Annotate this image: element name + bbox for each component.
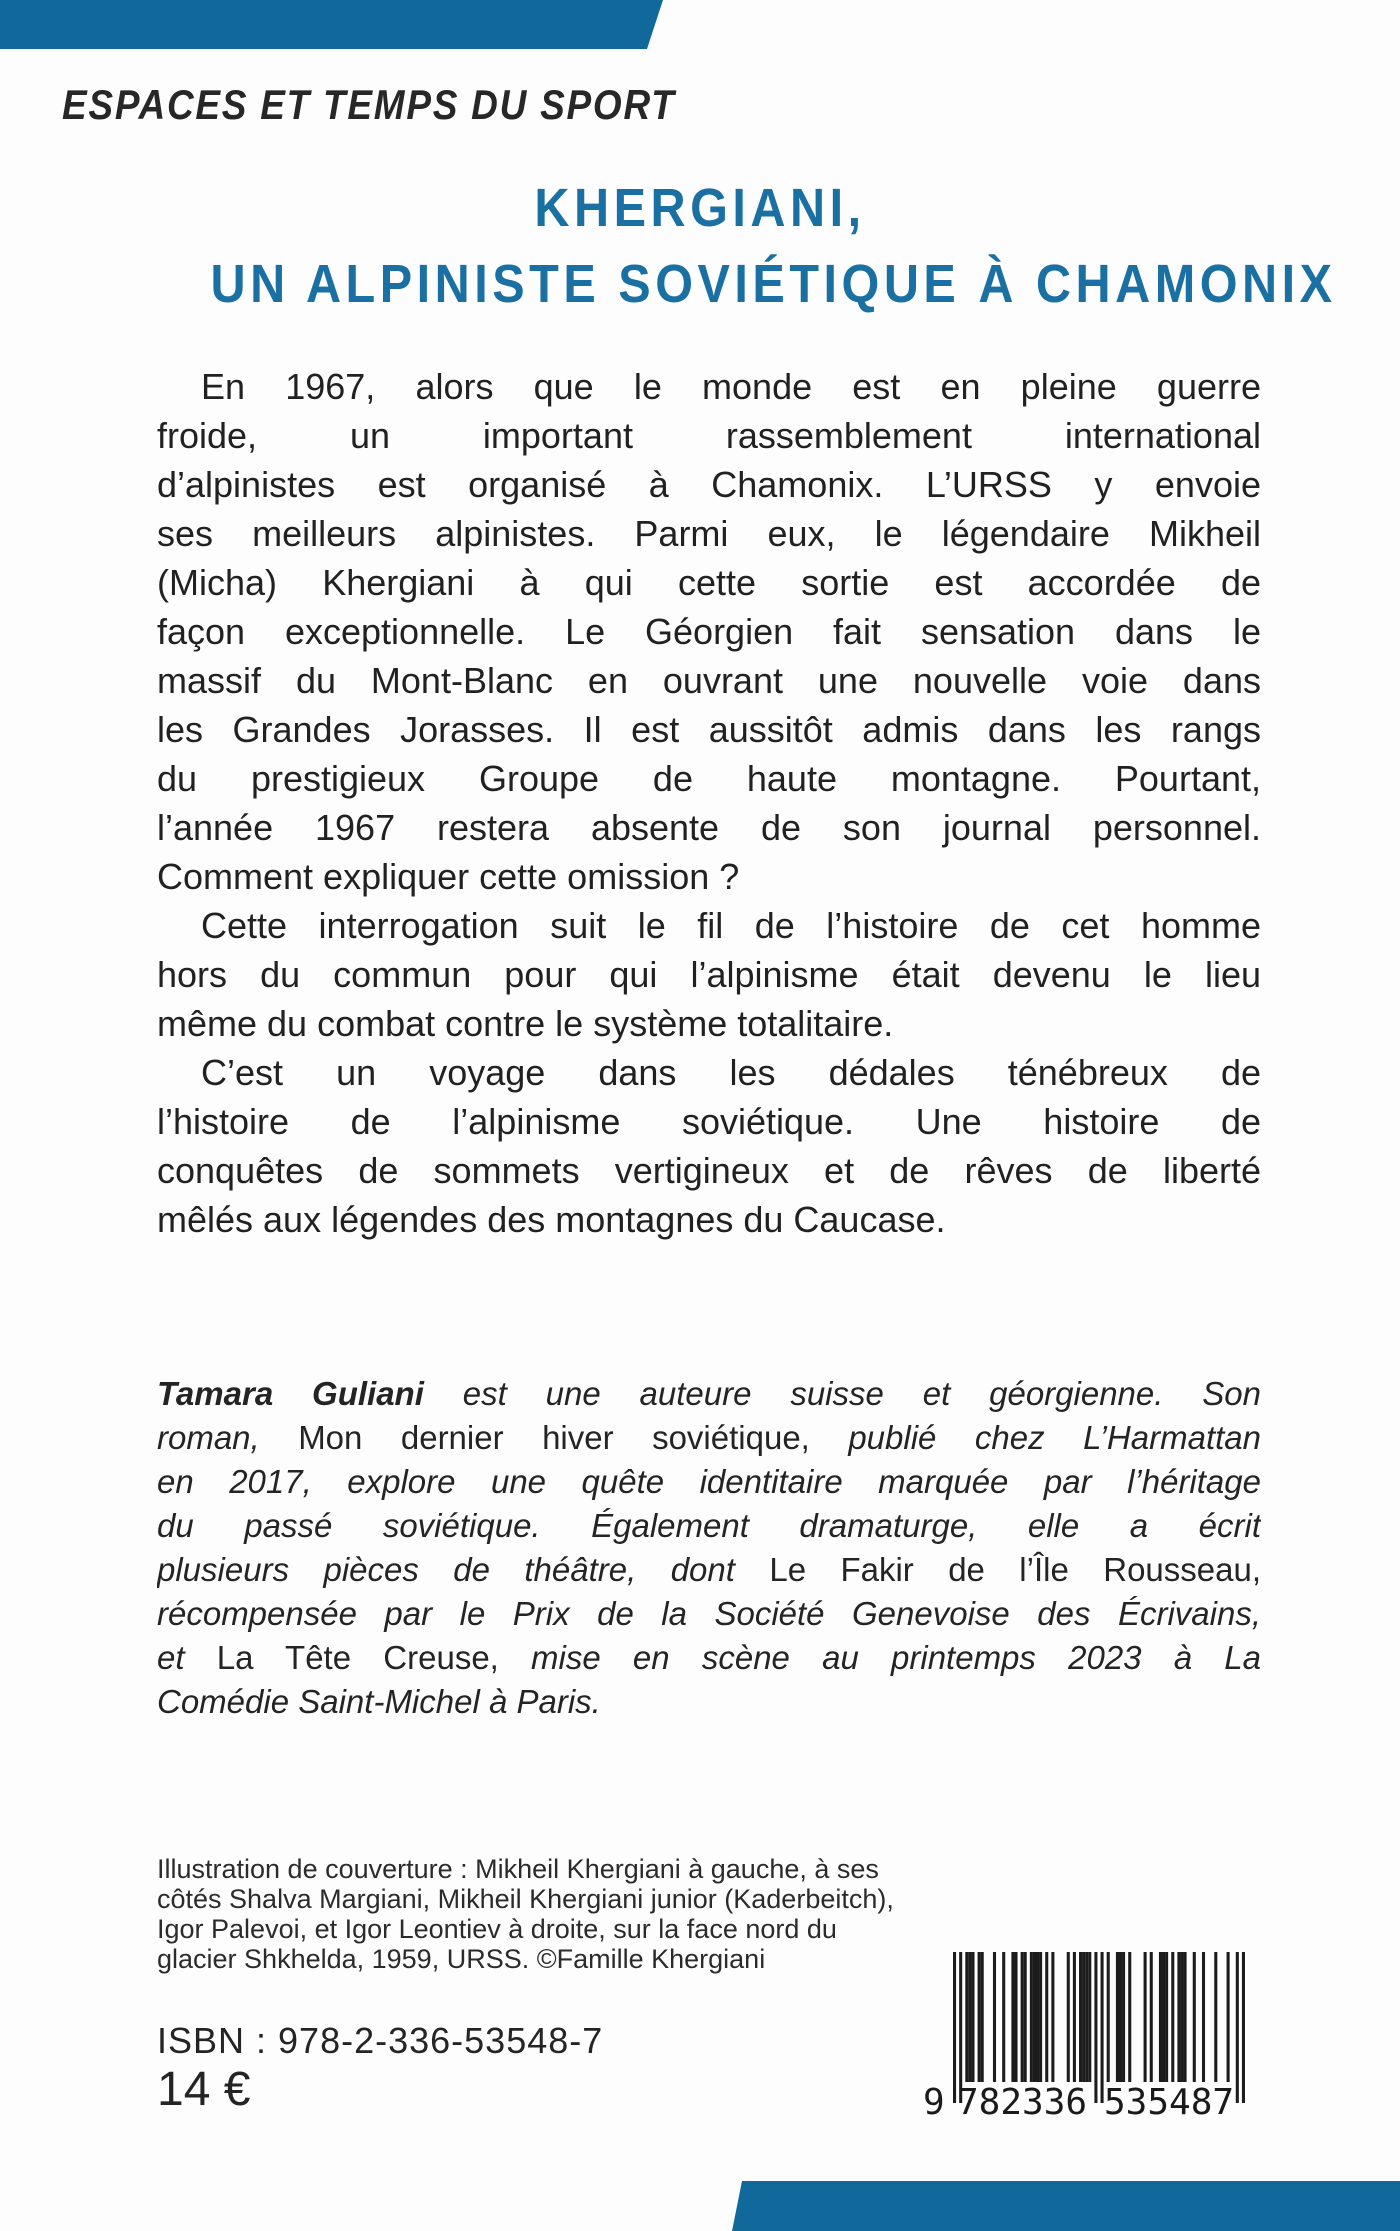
description-paragraph-1 (157, 362, 1261, 901)
description-paragraph-2 (157, 901, 1261, 1048)
barcode-digit-first: 9 (923, 2082, 945, 2123)
text-line: même du combat contre le système totalitaire. (157, 1003, 894, 1044)
text-line (157, 1460, 1261, 1504)
text-line: Comment expliquer cette omission ? (157, 856, 740, 897)
text-line: mêlés aux légendes des montagnes du Caucase. (157, 1199, 946, 1240)
text-line: massif du Mont-Blanc en ouvrant une nouvelle voie dans (157, 660, 1261, 701)
text-line: glacier Shkhelda, 1959, URSS. ©Famille Khergiani (157, 1944, 766, 1974)
text-segment: récompensée par le Prix de la Société Genevoise des Écrivains, (157, 1595, 1261, 1632)
text-segment: et (157, 1639, 217, 1676)
text-line: l’année 1967 restera absente de son journal personnel. (157, 807, 1261, 848)
collection-title: ESPACES ET TEMPS DU SPORT (62, 81, 676, 128)
text-line (157, 1548, 1261, 1592)
text-segment: mise en scène au printemps 2023 à La (498, 1639, 1261, 1676)
text-line (157, 1416, 1261, 1460)
text-line: l’histoire de l’alpinisme soviétique. Une histoire de (157, 1101, 1261, 1142)
text-line: froide, un important rassemblement international (157, 415, 1261, 456)
isbn-text: ISBN : 978-2-336-53548-7 (157, 2020, 604, 2061)
text-line (157, 1680, 1261, 1724)
text-line: les Grandes Jorasses. Il est aussitôt admis dans les rangs (157, 709, 1261, 750)
bottom-blue-band (732, 2181, 1400, 2231)
text-line: façon exceptionnelle. Le Géorgien fait sensation dans le (157, 611, 1261, 652)
text-line: Igor Palevoi, et Igor Leontiev à droite, sur la face nord du (157, 1914, 837, 1944)
text-line: ses meilleurs alpinistes. Parmi eux, le légendaire Mikheil (157, 513, 1261, 554)
text-line: d’alpinistes est organisé à Chamonix. L’URSS y envoie (157, 464, 1261, 505)
text-segment: Le Fakir de l’Île Rousseau, (769, 1551, 1261, 1588)
text-line (157, 1504, 1261, 1548)
text-segment: Comédie Saint-Michel à Paris. (157, 1683, 601, 1720)
description-paragraph-3 (157, 1048, 1261, 1244)
text-line (157, 1592, 1261, 1636)
text-segment: du passé soviétique. Également dramaturge, elle a écrit (157, 1507, 1261, 1544)
price-text: 14 € (157, 2063, 251, 2116)
book-title-line1: KHERGIANI, (534, 178, 866, 238)
text-line: côtés Shalva Margiani, Mikheil Khergiani junior (Kaderbeitch), (157, 1884, 894, 1914)
text-segment: en 2017, explore une quête identitaire marquée par l’héritage (157, 1463, 1261, 1500)
text-line: En 1967, alors que le monde est en pleine guerre (201, 366, 1261, 407)
text-segment: roman, (157, 1419, 299, 1456)
author-bio (157, 1372, 1261, 1724)
text-line: du prestigieux Groupe de haute montagne. Pourtant, (157, 758, 1261, 799)
barcode-digits-right: 535487 (1104, 2082, 1235, 2123)
cover-illustration-credit (157, 1854, 1037, 1974)
book-title (148, 170, 1337, 322)
text-segment: plusieurs pièces de théâtre, dont (157, 1551, 770, 1588)
text-line: (Micha) Khergiani à qui cette sortie est accordée de (157, 562, 1261, 603)
text-segment: publié chez L’Harmattan (809, 1419, 1261, 1456)
text-segment: La Tête Creuse, (216, 1639, 499, 1676)
text-line: hors du commun pour qui l’alpinisme était devenu le lieu (157, 954, 1261, 995)
text-line (157, 1372, 1261, 1416)
text-line: conquêtes de sommets vertigineux et de rêves de liberté (157, 1150, 1261, 1191)
text-line: C’est un voyage dans les dédales ténébreux de (201, 1052, 1261, 1093)
top-blue-band (0, 0, 663, 49)
text-line: Illustration de couverture : Mikheil Khergiani à gauche, à ses (157, 1854, 879, 1884)
text-segment: Mon dernier hiver soviétique, (298, 1419, 810, 1456)
text-segment: Tamara Guliani (157, 1375, 424, 1412)
text-segment: est une auteure suisse et géorgienne. Son (423, 1375, 1261, 1412)
text-line: Cette interrogation suit le fil de l’histoire de cet homme (201, 905, 1261, 946)
barcode-digits-left: 782336 (957, 2082, 1088, 2123)
text-line (157, 1636, 1261, 1680)
barcode (923, 1952, 1245, 2123)
back-cover-description (157, 362, 1261, 1244)
book-title-line2: UN ALPINISTE SOVIÉTIQUE À CHAMONIX (210, 254, 1337, 314)
